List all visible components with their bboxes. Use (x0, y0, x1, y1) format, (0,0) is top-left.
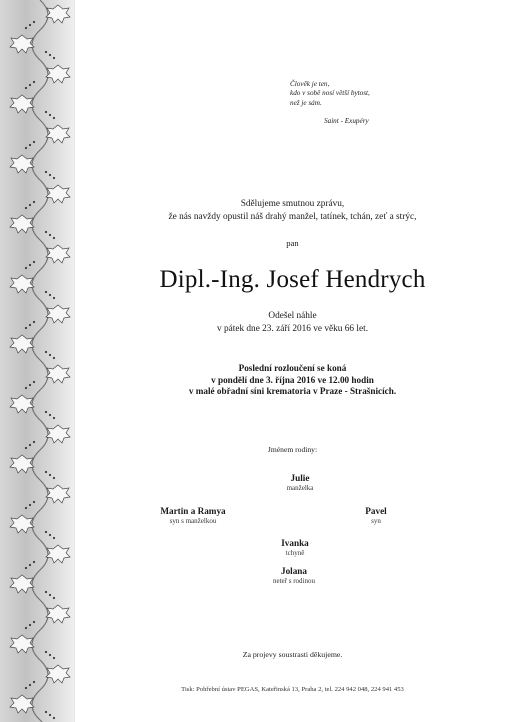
vine-dot (29, 624, 31, 626)
vine-dot (29, 144, 31, 146)
vine-dot (33, 81, 35, 83)
vine-stem (32, 0, 48, 722)
vine-leaf (46, 665, 70, 683)
funeral-line: v malé obřadní síni krematoria v Praze - Strašnicích. (188, 386, 397, 396)
vine-dot (53, 297, 55, 299)
vine-dot (53, 237, 55, 239)
member-relation: neteř s rodinou (273, 577, 315, 585)
vine-dot (33, 321, 35, 323)
member-name: Pavel (365, 506, 387, 516)
vine-leaf (46, 545, 70, 563)
departure-info (75, 310, 510, 335)
quote-line: kdo v sobě nosí větší bytost, (290, 89, 370, 98)
vine-dot (45, 531, 47, 533)
floral-vine-ornament (0, 0, 74, 722)
vine-dot (49, 174, 51, 176)
vine-dot (29, 204, 31, 206)
member-name: Julie (290, 473, 310, 483)
vine-leaf (10, 215, 34, 233)
vine-leaf (46, 5, 70, 23)
vine-dot (33, 501, 35, 503)
family-member-ivanka (235, 538, 355, 558)
vine-dot (29, 84, 31, 86)
vine-dot (45, 471, 47, 473)
vine-dot (53, 717, 55, 719)
vine-dot (53, 657, 55, 659)
vine-dot (33, 561, 35, 563)
vine-dot (45, 711, 47, 713)
vine-dot (25, 327, 27, 329)
vine-dot (25, 687, 27, 689)
vine-leaf (46, 605, 70, 623)
vine-dot (25, 87, 27, 89)
announcement-line: Sdělujeme smutnou zprávu, (240, 199, 345, 209)
vine-dot (45, 111, 47, 113)
vine-dot (29, 384, 31, 386)
quote-line: než je sám. (290, 98, 322, 107)
vine-dot (25, 27, 27, 29)
quote-line: Člověk je ten, (290, 80, 330, 88)
vine-leaf (46, 365, 70, 383)
vine-dot (45, 171, 47, 173)
border-edge-line (74, 0, 75, 722)
vine-leaf (46, 485, 70, 503)
announcement-text (75, 198, 510, 224)
vine-dot (25, 387, 27, 389)
vine-dot (33, 201, 35, 203)
vine-dot (29, 564, 31, 566)
vine-dot (33, 381, 35, 383)
announcement-line: že nás navždy opustil náš drahý manžel, tatínek, tchán, zeť a strýc, (168, 212, 417, 222)
member-relation: syn (371, 517, 381, 525)
vine-dot (45, 231, 47, 233)
vine-leaf (10, 155, 34, 173)
vine-dot (33, 141, 35, 143)
vine-dot (53, 537, 55, 539)
vine-dot (29, 264, 31, 266)
vine-leaf (46, 65, 70, 83)
vine-dot (53, 357, 55, 359)
member-relation: tchyně (285, 549, 305, 557)
funeral-line: v pondělí dne 3. října 2016 ve 12.00 hodin (211, 374, 374, 385)
departure-line: v pátek dne 23. září 2016 ve věku 66 let. (216, 323, 369, 334)
family-member-pavel (316, 506, 436, 526)
vine-dot (45, 51, 47, 53)
vine-dot (25, 207, 27, 209)
vine-dot (53, 597, 55, 599)
vine-leaf (46, 185, 70, 203)
vine-leaf (46, 245, 70, 263)
family-member-julie (240, 473, 360, 493)
vine-dot (33, 681, 35, 683)
funeral-line: Poslední rozloučení se koná (238, 363, 347, 373)
vine-leaf (10, 455, 34, 473)
thanks-text: Za projevy soustrasti děkujeme. (242, 650, 343, 659)
vine-dot (49, 654, 51, 656)
family-member-jolana (234, 566, 354, 586)
vine-dot (49, 534, 51, 536)
vine-dot (49, 354, 51, 356)
vine-dot (29, 444, 31, 446)
vine-dot (49, 594, 51, 596)
vine-dot (45, 291, 47, 293)
vine-dot (25, 267, 27, 269)
print-footer: Tisk: Pohřební ústav PEGAS, Kateřinská 13, Praha 2, tel. 224 942 048, 224 941 453 (181, 686, 404, 693)
vine-leaf (10, 695, 34, 713)
vine-dot (49, 474, 51, 476)
vine-dot (25, 507, 27, 509)
vine-dot (53, 417, 55, 419)
vine-dot (25, 147, 27, 149)
vine-dot (29, 324, 31, 326)
vine-leaf (46, 425, 70, 443)
vine-dot (25, 567, 27, 569)
vine-leaf (10, 275, 34, 293)
quote-author: Saint - Exupéry (324, 117, 369, 126)
title-pan: pan (286, 238, 299, 248)
vine-leaf (10, 95, 34, 113)
vine-dot (29, 24, 31, 26)
vine-dot (49, 234, 51, 236)
vine-dot (53, 177, 55, 179)
vine-leaf (10, 395, 34, 413)
vine-leaf (10, 635, 34, 653)
vine-dot (45, 651, 47, 653)
epigraph-quote (290, 80, 410, 127)
family-member-martin-ramya (133, 506, 253, 526)
vine-dot (53, 477, 55, 479)
vine-dot (25, 447, 27, 449)
member-name: Ivanka (281, 538, 309, 548)
leaf-ornaments (10, 5, 70, 713)
vine-dot (45, 591, 47, 593)
vine-leaf (10, 335, 34, 353)
vine-dot (29, 504, 31, 506)
member-relation: syn s manželkou (169, 517, 217, 525)
vine-leaf (46, 125, 70, 143)
vine-dot (25, 627, 27, 629)
vine-dot (49, 114, 51, 116)
vine-leaf (10, 575, 34, 593)
vine-dot (49, 414, 51, 416)
family-heading: Jménem rodiny: (267, 445, 318, 454)
vine-dot (33, 21, 35, 23)
vine-dot (33, 621, 35, 623)
vine-dot (33, 261, 35, 263)
vine-dot (53, 57, 55, 59)
departure-line: Odešel náhle (268, 311, 317, 321)
vine-dot (33, 441, 35, 443)
vine-dot (53, 117, 55, 119)
member-name: Martin a Ramya (160, 506, 226, 516)
deceased-name: Dipl.-Ing. Josef Hendrych (159, 266, 426, 293)
vine-leaf (46, 305, 70, 323)
vine-dot (45, 411, 47, 413)
vine-dot (45, 351, 47, 353)
vine-dot (49, 714, 51, 716)
vine-leaf (10, 35, 34, 53)
vine-dot (29, 684, 31, 686)
decorative-floral-border (0, 0, 74, 722)
vine-dot (49, 294, 51, 296)
vine-dot (49, 54, 51, 56)
member-name: Jolana (280, 566, 308, 576)
vine-leaf (10, 515, 34, 533)
funeral-info (75, 363, 510, 398)
member-relation: manželka (286, 484, 314, 492)
